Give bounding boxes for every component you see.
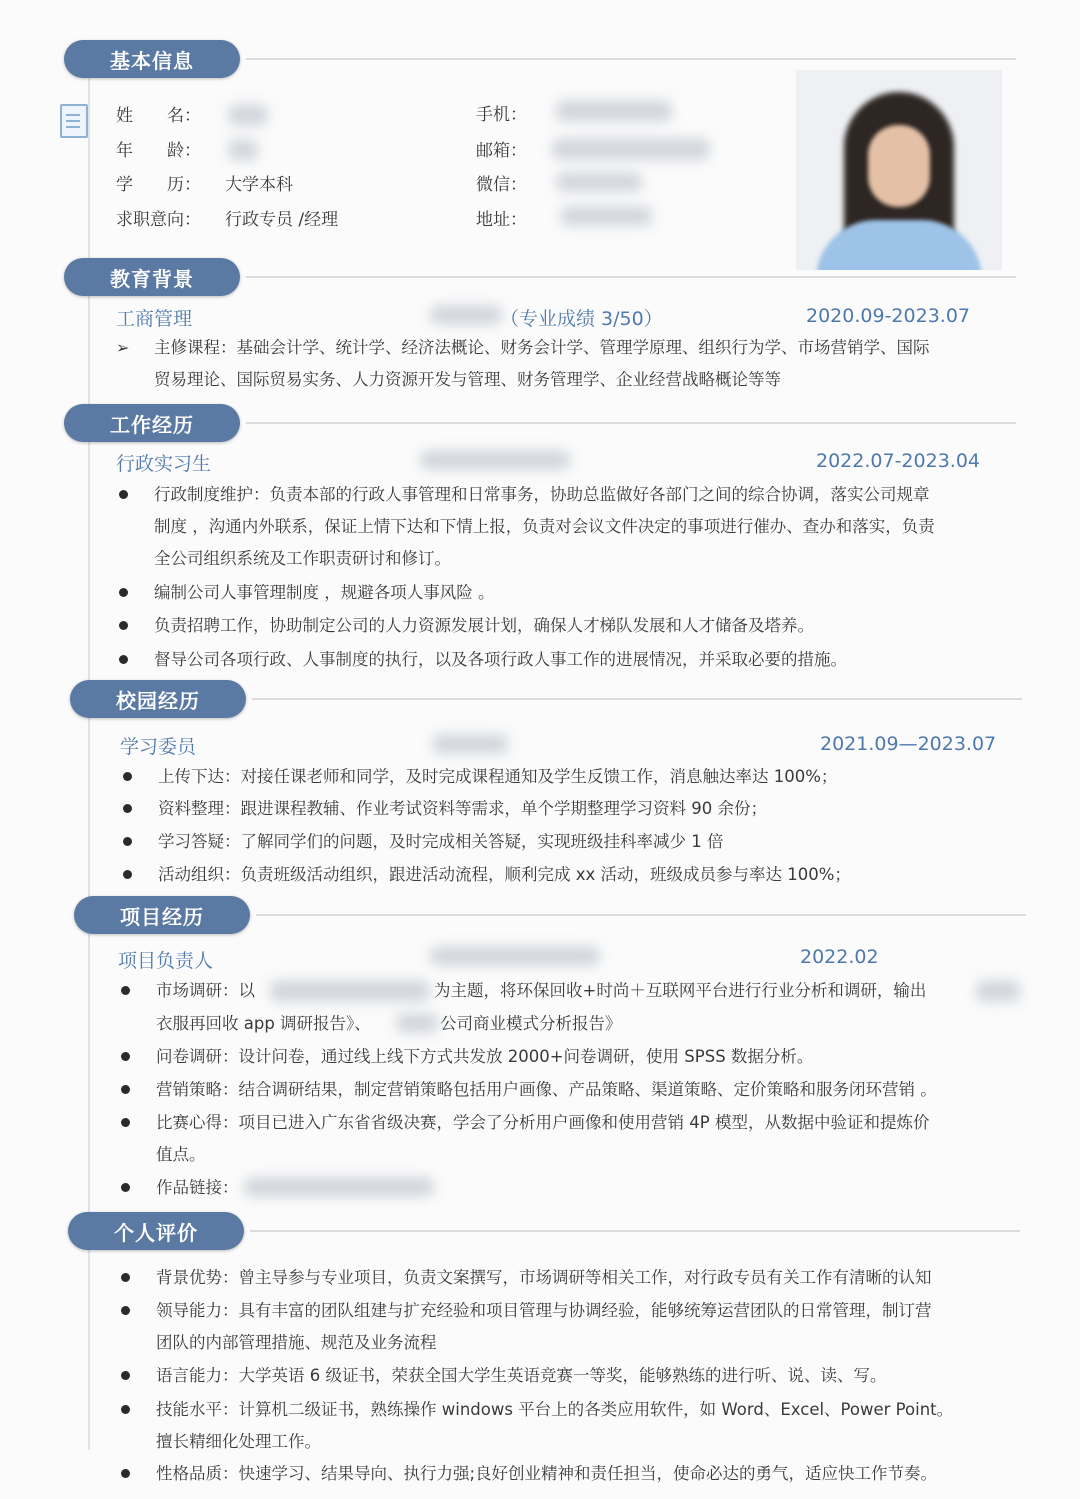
bullet-icon — [119, 490, 128, 499]
work-item-2: 编制公司人事管理制度 ，规避各项人事风险 。 — [154, 583, 495, 602]
bullet-icon — [121, 986, 130, 995]
section-title-project: 项目经历 — [74, 896, 250, 934]
project-item-1-start: 市场调研：以 — [156, 981, 255, 1000]
topic-redacted — [270, 980, 430, 1002]
education-value: 大学本科 — [225, 175, 293, 195]
divider — [246, 276, 1016, 278]
age-label: 年 龄： — [116, 141, 201, 161]
project-item-4-line-2: 值点。 — [156, 1145, 206, 1164]
wechat-value-redacted — [556, 172, 642, 192]
document-icon — [60, 104, 88, 138]
self-item-3: 语言能力：大学英语 6 级证书，荣获全国大学生英语竞赛一等奖，能够熟练的进行听、说、读、写。 — [156, 1366, 887, 1385]
bullet-icon — [121, 1052, 130, 1061]
course-line-1: 主修课程：基础会计学、统计学、经济法概论、财务会计学、管理学原理、组织行为学、市场营销学、国际 — [154, 338, 930, 357]
work-date: 2022.07-2023.04 — [816, 450, 980, 472]
self-item-2-line-1: 领导能力：具有丰富的团队组建与扩充经验和项目管理与协调经验，能够统筹运营团队的日常管理，制订营 — [156, 1301, 932, 1320]
bullet-icon — [119, 655, 128, 664]
project-item-1-line-2b: 公司商业模式分析报告》 — [440, 1014, 622, 1033]
bullet-icon — [121, 1405, 130, 1414]
organization-redacted — [432, 734, 508, 754]
profile-photo — [796, 70, 1002, 270]
bullet-icon — [123, 870, 132, 879]
education-major: 工商管理 — [116, 308, 193, 330]
campus-item-1: 上传下达：对接任课老师和同学，及时完成课程通知及学生反馈工作，消息触达率达 100%； — [158, 767, 838, 786]
section-title-campus: 校园经历 — [70, 680, 246, 718]
divider — [256, 914, 1026, 916]
report-name-redacted — [976, 980, 1020, 1002]
campus-item-4: 活动组织：负责班级活动组织，跟进活动流程，顺利完成 xx 活动，班级成员参与率达 100%； — [158, 865, 851, 884]
campus-role: 学习委员 — [120, 736, 197, 758]
divider — [252, 698, 1022, 700]
work-item-4: 督导公司各项行政、人事制度的执行，以及各项行政人事工作的进展情况，并采取必要的措施。 — [154, 650, 847, 669]
education-score: （专业成绩 3/50） — [500, 308, 663, 330]
bullet-icon — [121, 1469, 130, 1478]
divider — [246, 58, 1016, 60]
bullet-icon — [121, 1118, 130, 1127]
address-label: 地址： — [476, 210, 527, 230]
divider — [250, 1230, 1020, 1232]
bullet-icon — [121, 1183, 130, 1192]
project-date: 2022.02 — [800, 946, 879, 968]
portfolio-link-redacted — [244, 1177, 434, 1197]
project-item-4-line-1: 比赛心得：项目已进入广东省省级决赛，学会了分析用户画像和使用营销 4P 模型，从数据中验证和提炼价 — [156, 1113, 930, 1132]
campus-date: 2021.09—2023.07 — [820, 733, 997, 755]
work-item-1-line-3: 全公司组织系统及工作职责研讨和修订。 — [154, 549, 451, 568]
course-line-2: 贸易理论、国际贸易实务、人力资源开发与管理、财务管理学、企业经营战略概论等等 — [154, 370, 781, 389]
bullet-icon — [123, 837, 132, 846]
bullet-icon — [121, 1371, 130, 1380]
wechat-label: 微信： — [476, 175, 527, 195]
company-redacted — [396, 1013, 438, 1033]
work-item-1-line-1: 行政制度维护：负责本部的行政人事管理和日常事务，协助总监做好各部门之间的综合协调，落实公司规章 — [154, 485, 930, 504]
project-item-1-line-2a: 衣服再回收 app 调研报告》、 — [156, 1014, 371, 1033]
work-item-3: 负责招聘工作，协助制定公司的人力资源发展计划，确保人才梯队发展和人才储备及塔养。 — [154, 616, 814, 635]
project-item-3: 营销策略：结合调研结果，制定营销策略包括用户画像、产品策略、渠道策略、定价策略和服务闭环营销 。 — [156, 1080, 937, 1099]
job-intent-value: 行政专员 /经理 — [225, 210, 339, 230]
company-name-redacted — [420, 450, 570, 470]
phone-value-redacted — [556, 100, 672, 122]
campus-item-3: 学习答疑：了解同学们的问题，及时完成相关答疑，实现班级挂科率减少 1 倍 — [158, 832, 724, 851]
email-label: 邮箱： — [476, 141, 527, 161]
arrow-bullet-icon: ➢ — [116, 338, 130, 357]
campus-item-2: 资料整理：跟进课程教辅、作业考试资料等需求，单个学期整理学习资料 90 余份； — [158, 799, 767, 818]
bullet-icon — [119, 621, 128, 630]
name-value-redacted — [228, 104, 268, 126]
email-value-redacted — [552, 138, 710, 160]
section-title-work: 工作经历 — [64, 404, 240, 442]
education-date: 2020.09-2023.07 — [806, 305, 970, 327]
self-item-4-line-1: 技能水平：计算机二级证书，熟练操作 windows 平台上的各类应用软件，如 Word、Excel、Power Point。 — [156, 1400, 954, 1419]
divider — [246, 422, 1016, 424]
project-item-1-end: 为主题，将环保回收+时尚＋互联网平台进行行业分析和调研，输出 — [434, 981, 927, 1000]
bullet-icon — [121, 1085, 130, 1094]
self-item-5: 性格品质：快速学习、结果导向、执行力强;良好创业精神和责任担当，使命必达的勇气，适应快工作节奏。 — [156, 1464, 938, 1483]
project-item-5: 作品链接： — [156, 1178, 239, 1197]
school-name-redacted — [430, 305, 502, 325]
bullet-icon — [123, 804, 132, 813]
self-item-4-line-2: 擅长精细化处理工作。 — [156, 1432, 321, 1451]
address-value-redacted — [560, 206, 652, 226]
section-title-education: 教育背景 — [64, 258, 240, 296]
education-label: 学 历： — [116, 175, 201, 195]
project-item-2: 问卷调研：设计问卷，通过线上线下方式共发放 2000+问卷调研，使用 SPSS 数据分析。 — [156, 1047, 814, 1066]
project-role: 项目负责人 — [118, 950, 214, 972]
section-title-basic: 基本信息 — [64, 40, 240, 78]
work-role: 行政实习生 — [116, 453, 212, 475]
phone-label: 手机： — [476, 105, 527, 125]
section-title-self: 个人评价 — [68, 1212, 244, 1250]
work-item-1-line-2: 制度 ，沟通内外联系，保证上情下达和下情上报，负责对会议文件决定的事项进行催办、查办和落实，负责 — [154, 517, 935, 536]
self-item-1: 背景优势：曾主导参与专业项目，负责文案撰写，市场调研等相关工作，对行政专员有关工作有清晰的认知 — [156, 1268, 932, 1287]
self-item-2-line-2: 团队的内部管理措施、规范及业务流程 — [156, 1333, 437, 1352]
bullet-icon — [119, 588, 128, 597]
bullet-icon — [123, 772, 132, 781]
job-intent-label: 求职意向： — [116, 210, 201, 230]
bullet-icon — [121, 1306, 130, 1315]
age-value-redacted — [228, 139, 258, 161]
bullet-icon — [121, 1273, 130, 1282]
project-name-redacted — [430, 946, 600, 966]
name-label: 姓 名： — [116, 106, 201, 126]
